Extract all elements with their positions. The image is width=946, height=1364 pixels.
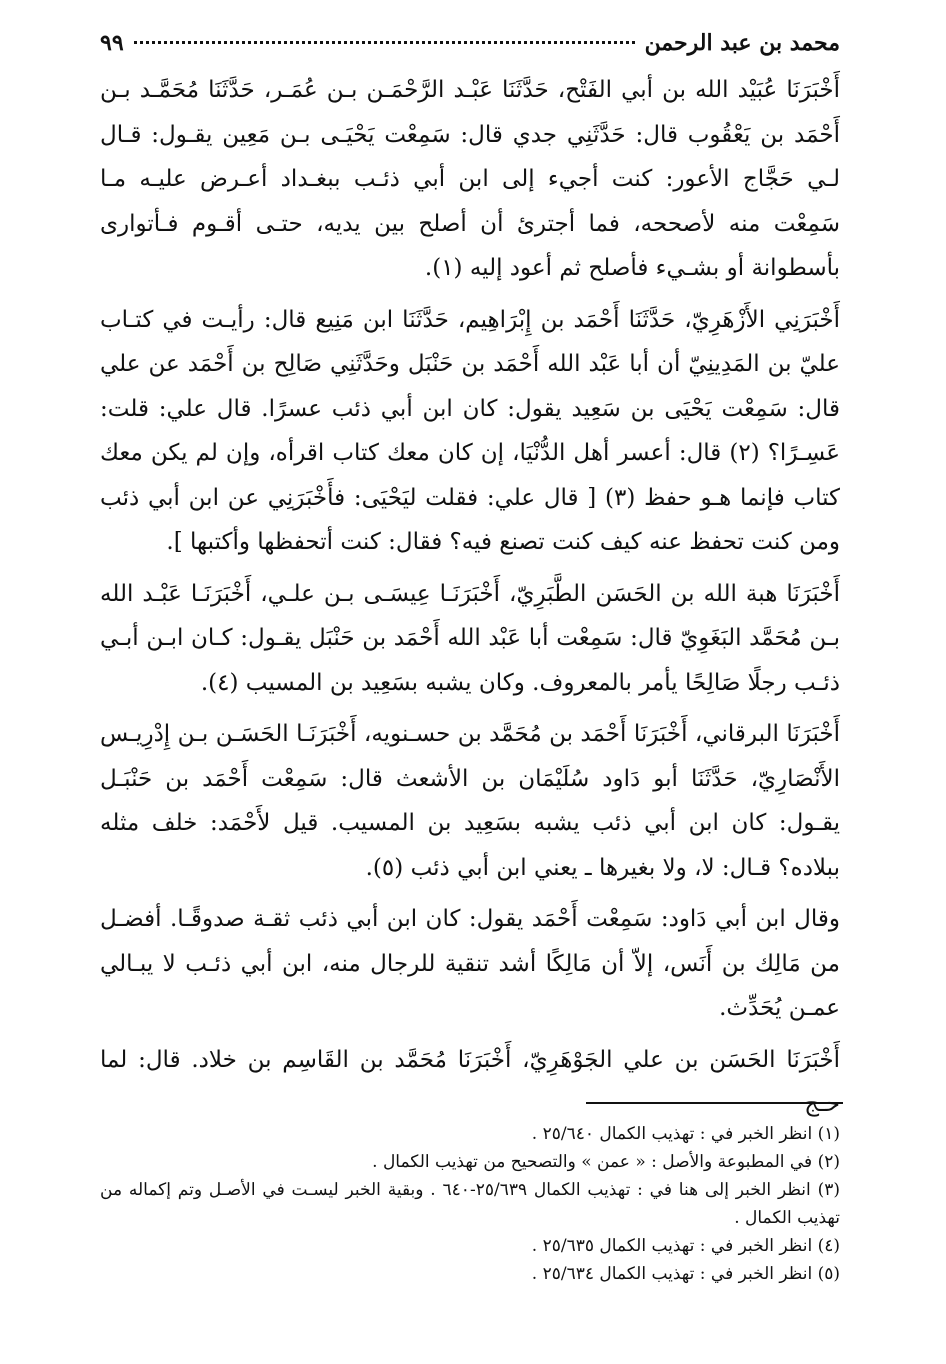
paragraph: أَخْبَرَنَا البرقاني، أَخْبَرَنَا أَحْمَد بن مُحَمَّد بن حسـنويه، أَخْبَرَنَـا الحَسَـن بـن إِدْرِيـس الأَنْصَارِيّ، حَدَّثَنَا أبو دَاود سُلَيْمَان بن الأشعث قال: سَمِعْت أَحْمَد بن حَنْبَـل يقـول: كان ابن أبي ذئب يشبه بسَعِيد بن المسيب. قيل لأَحْمَد: خلف مثله ببلاده؟ قـال: لا، ولا بغيرها ـ يعني ابن أبي ذئب (٥). [100, 721, 840, 881]
footnote: (٥) انظر الخبر في : تهذيب الكمال ٢٥/٦٣٤ . [531, 1264, 840, 1284]
page-header [100, 30, 840, 64]
page-number: ٩٩ [100, 30, 124, 56]
footnote: (٢) في المطبوعة والأصل : « عمن » والتصحيح من تهذيب الكمال . [372, 1152, 840, 1172]
dotted-leader [134, 41, 635, 44]
paragraph: أَخْبَرَنِي الأَزْهَرِيّ، حَدَّثَنَا أَحْمَد بن إِبْرَاهِيم، حَدَّثَنَا ابن مَنِيع قال: رأيـت في كتـاب عليّ بن المَدِينِيّ أن أبا عَبْد الله أَحْمَد بن حَنْبَل وحَدَّثَنِي صَالِح بن أَحْمَد عن علي قال: سَمِعْت يَحْيَى بن سَعِيد يقول: كان ابن أبي ذئب عسرًا. قال علي: قلت: عَسِـرًا؟ (٢) قال: أعسر أهل الدُّنْيَا، إن كان معك كتاب اقرأه، وإن لم يكن معك كتاب فإنما هـو حفظ (٣) [ قال علي: فقلت ليَحْيَى: فأَخْبَرَنِي عن ابن أبي ذئب ومن كنت تحفظ عنه كيف كنت تصنع فيه؟ فقال: كنت أتحفظها وأكتبها ]. [100, 306, 841, 555]
body-text [100, 68, 840, 1127]
page [100, 30, 840, 1127]
footnote-separator [586, 1102, 843, 1104]
paragraph: وقال ابن أبي دَاود: سَمِعْت أَحْمَد يقول: كان ابن أبي ذئب ثقـة صدوقًـا. أفضـل من مَالِك بن أَنَس، إلاّ أن مَالِكًا أشد تنقية للرجال منه، ابن أبي ذئـب لا يبـالي عمـن يُحَدِّث. [100, 906, 840, 1021]
paragraph: أَخْبَرَنَا الحَسَن بن علي الجَوْهَرِيّ، أَخْبَرَنَا مُحَمَّد بن القَاسِم بن خلاد. قال: لما حـج [100, 1046, 840, 1117]
footnote: (٣) انظر الخبر إلى هنا في : تهذيب الكمال ٢٥/٦٣٩-٦٤٠ . وبقية الخبر ليسـت في الأصـل وتم إكماله من تهذيب الكمال . [100, 1180, 840, 1228]
running-title: محمد بن عبد الرحمن [644, 30, 840, 56]
footnote: (١) انظر الخبر في : تهذيب الكمال ٢٥/٦٤٠ . [531, 1124, 840, 1144]
footnote: (٤) انظر الخبر في : تهذيب الكمال ٢٥/٦٣٥ . [531, 1236, 840, 1256]
footnotes [100, 1120, 840, 1288]
paragraph: أَخْبَرَنَا عُبَيْد الله بن أبي الفَتْح، حَدَّثَنَا عَبْـد الرَّحْمَـن بـن عُمَـر، حَدَّثَنَا مُحَمَّـد بـن أَحْمَد بن يَعْقُوب قال: حَدَّثَنِي جدي قال: سَمِعْت يَحْيَـى بـن مَعِين يقـول: قـال لـي حَجَّاج الأعور: كنت أجيء إلى ابن أبي ذئـب ببغـداد أعـرض عليـه مـا سَمِعْت منه لأصححه، فما أجترئ أن أصلح بين يديه، حتـى أقـوم فـأتوارى بأسطوانة أو بشـيء فأصلح ثم أعود إليه (١). [100, 77, 840, 281]
paragraph: أَخْبَرَنَا هبة الله بن الحَسَن الطَّبَرِيّ، أَخْبَرَنَـا عِيسَـى بـن علـي، أَخْبَرَنَـا عَبْـد الله بـن مُحَمَّد البَغَوِيّ قال: سَمِعْت أبا عَبْد الله أَحْمَد بن حَنْبَل يقـول: كـان ابـن أبـي ذئـب رجلًا صَالِحًا يأمر بالمعروف. وكان يشبه بسَعِيد بن المسيب (٤). [100, 580, 840, 696]
